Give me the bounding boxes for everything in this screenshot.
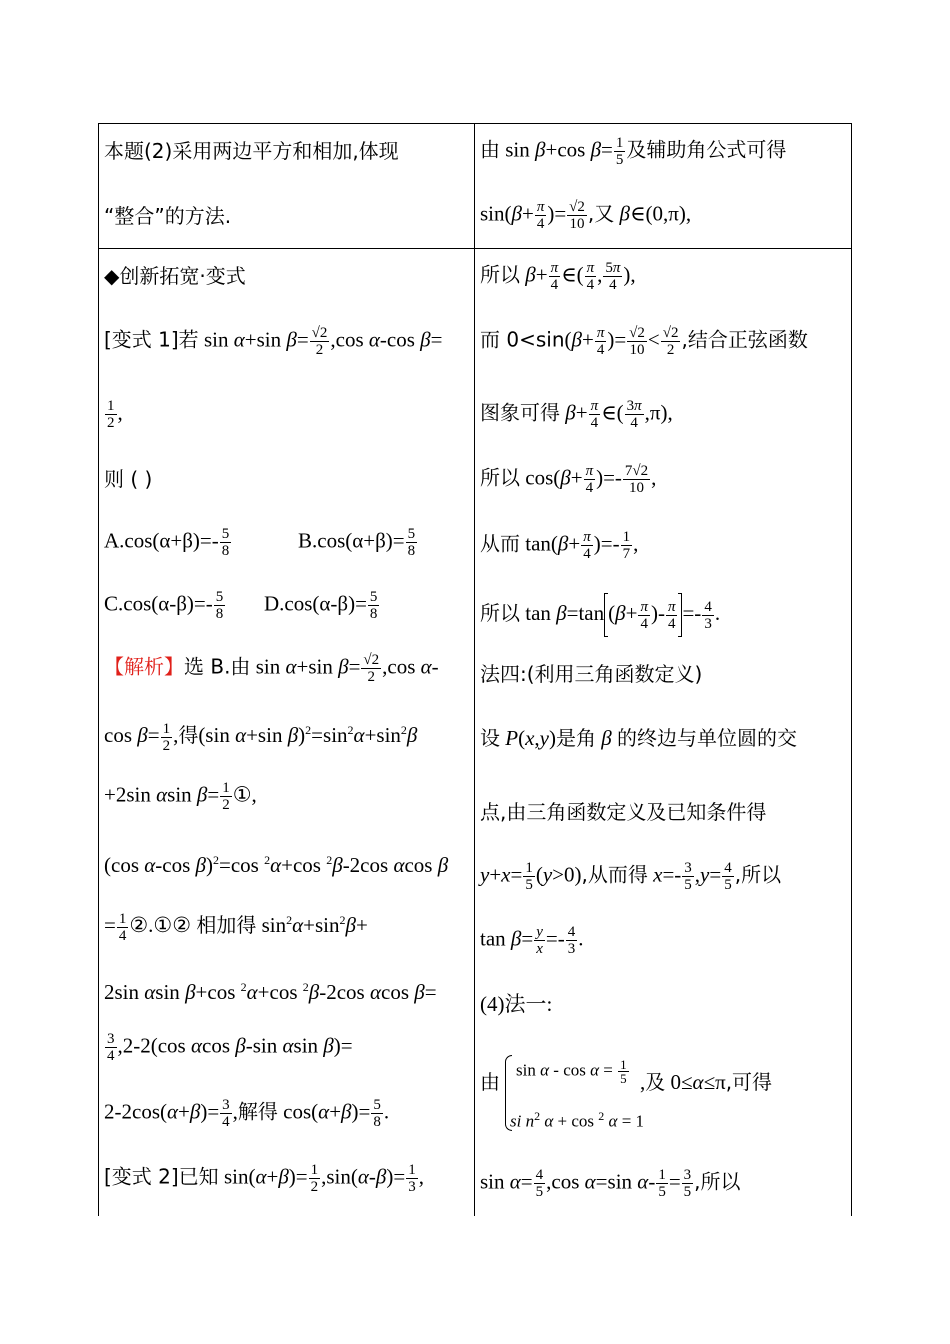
right-line12: y+x= $\frac{1}{5}$ (y>0),从而得 x=- $\frac{3}{5}$ ,y= $\frac{4}{5}$ ,所以 <box>480 860 782 893</box>
right-line-kede: ,及 0≤α≤π,可得 <box>640 1070 773 1094</box>
variant1-label: [变式 1]若 <box>104 327 199 352</box>
variant1-question: 则 ( ) <box>104 467 153 491</box>
variant1-line: [变式 1]若 sin α+sin β= $\frac{√2}{2}$ ,cos α-cos β= <box>104 325 443 358</box>
solution-line4: (cos α-cos β)$^2$=cos $^2$α+cos $^2$β-2cos αcos β <box>104 853 449 877</box>
solution-line6: 2sin αsin β+cos $^2$α+cos $^2$β-2cos αcos β= <box>104 980 437 1004</box>
left-r1-line1: 本题(2)采用两边平方和相加,体现 <box>104 139 399 163</box>
variant1-line2: $\frac{1}{2}$ , <box>107 398 123 431</box>
option-c: C.cos(α-β)=- $\frac{5}{8}$ <box>104 589 224 622</box>
solution-line3: +2sin αsin β= $\frac{1}{2}$ ①, <box>104 780 257 813</box>
right-line6: 所以 cos(β+ $\frac{\pi}{4}$ )=- $\frac{7√2}{10}$ , <box>480 463 657 496</box>
right-line-last: sin α= $\frac{4}{5}$ ,cos α=sin α- $\frac{1}{5}$ = $\frac{3}{5}$ ,所以 <box>480 1167 741 1200</box>
option-d: D.cos(α-β)= $\frac{5}{8}$ <box>264 589 378 622</box>
solution-line7: $\frac{3}{4}$ ,2-2(cos αcos β-sin αsin β)= <box>107 1031 353 1064</box>
system-eq2: si $n^2$ α + cos $^2$ α = 1 <box>510 1109 645 1131</box>
variant2-line: [变式 2]已知 sin(α+β)= $\frac{1}{2}$ ,sin(α-β)= $\frac{1}{3}$ , <box>104 1162 424 1195</box>
option-a: A.cos(α+β)=- $\frac{5}{8}$ <box>104 526 230 559</box>
right-line8: 所以 tan β=tan (β+ $\frac{\pi}{4}$ )- $\frac{\pi}{4}$ =- $\frac{4}{3}$ . <box>480 593 720 637</box>
option-b: B.cos(α+β)= $\frac{5}{8}$ <box>298 526 416 559</box>
right-line1: 由 sin β+cos β= $\frac{1}{5}$ 及辅助角公式可得 <box>480 135 787 168</box>
right-line7: 从而 tan(β+ $\frac{\pi}{4}$ )=- $\frac{1}{7}$ , <box>480 529 639 562</box>
right-you: 由 <box>480 1070 500 1094</box>
right-line13: tan β= $\frac{y}{x}$ =- $\frac{4}{3}$ . <box>480 924 584 957</box>
right-line5: 图象可得 β+ $\frac{\pi}{4}$ ∈( $\frac{3\pi}{4}$ ,π), <box>480 398 673 431</box>
system-eq1: sin α - cos α = $\frac{1}{5}$ <box>516 1057 627 1086</box>
solution-tag: 【解析】 <box>104 654 184 679</box>
solution-line5: = $\frac{1}{4}$ ②.①② 相加得 $\sin^2\alpha+\sin^2\beta+$ <box>104 910 368 944</box>
left-r1-line2: “整合”的方法. <box>104 204 232 228</box>
right-line3: 所以 β+ $\frac{\pi}{4}$ ∈( $\frac{\pi}{4}$ , $\frac{5\pi}{4}$ ), <box>480 260 636 293</box>
right-line10: 设 P(x,y)是角 β 的终边与单位圆的交 <box>480 726 797 750</box>
solution-line8: 2-2cos(α+β)= $\frac{3}{4}$ ,解得 cos(α+β)= $\frac{5}{8}$ . <box>104 1097 390 1130</box>
right-line2: sin(β+ $\frac{\pi}{4}$ )= $\frac{√2}{10}$ ,又 β∈(0,π), <box>480 199 692 232</box>
right-line11: 点,由三角函数定义及已知条件得 <box>480 800 767 824</box>
right-line4: 而 0<sin(β+ $\frac{\pi}{4}$ )= $\frac{√2}{10}$ < $\frac{√2}{2}$ ,结合正弦函数 <box>480 325 808 358</box>
method4-title: 法四:(利用三角函数定义) <box>480 662 703 686</box>
part4-title: (4)法一: <box>480 992 553 1016</box>
solution-line2: cos β= $\frac{1}{2}$ ,得(sin α+sin $\beta)^2=\sin^2\alpha+\sin^2\beta$ <box>104 720 418 754</box>
solution-line1: 【解析】选 B.由 sin α+sin β= $\frac{√2}{2}$ ,cos α- <box>104 652 439 685</box>
section-title: ◆创新拓宽·变式 <box>104 264 246 288</box>
